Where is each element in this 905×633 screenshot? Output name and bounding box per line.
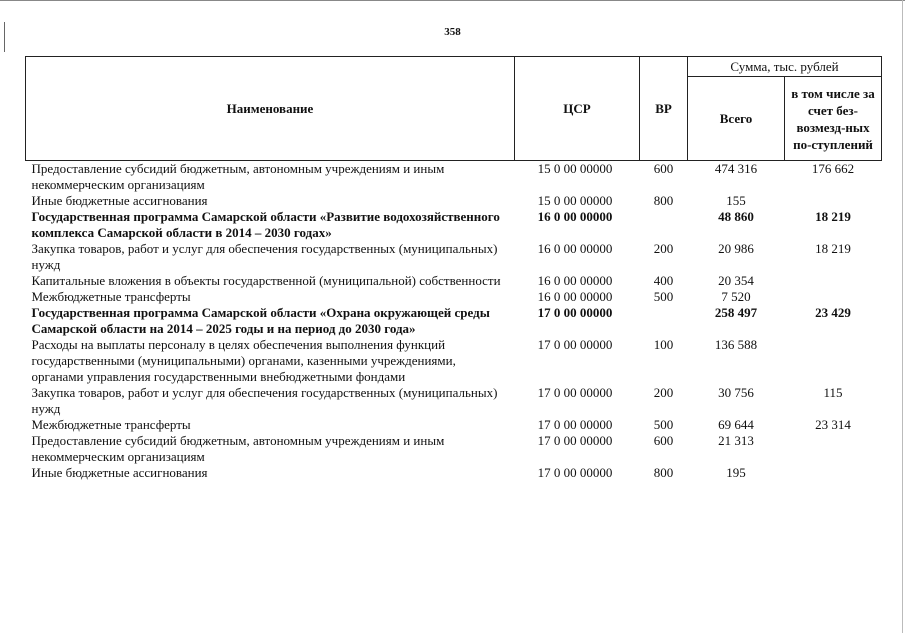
cell-vr [640,305,688,337]
cell-total: 48 860 [718,209,754,224]
cell-free [785,465,882,481]
cell-free: 23 429 [815,305,851,320]
cell-free [785,337,882,385]
table-row [26,417,882,433]
cell-csr: 17 0 00 00000 [537,417,613,432]
cell-csr: 16 0 00 00000 [537,241,613,256]
table-row [26,337,882,385]
cell-name: Межбюджетные трансферты [31,417,191,432]
table-row [26,193,882,209]
cell-name: Государственная программа Самарской области «Развитие водохозяйственного комплекса Самарской области в 2014 – 2030 годах» [31,209,500,240]
table-row [26,465,882,481]
cell-free: 18 219 [815,209,851,224]
scan-border-top [0,0,905,1]
cell-csr: 16 0 00 00000 [537,209,613,224]
table-row [26,433,882,465]
cell-vr: 600 [653,433,674,448]
cell-vr: 800 [653,193,674,208]
cell-name: Закупка товаров, работ и услуг для обеспечения государственных (муниципальных) нужд [31,241,498,272]
table-row [26,289,882,305]
table-row [26,273,882,289]
cell-total: 20 354 [718,273,754,288]
cell-total: 195 [726,465,746,480]
scan-border-right [902,0,903,633]
header-sum-group: Сумма, тыс. рублей [688,57,882,77]
cell-csr: 15 0 00 00000 [537,161,613,176]
cell-name: Межбюджетные трансферты [31,289,191,304]
cell-csr: 16 0 00 00000 [537,273,613,288]
header-total: Всего [688,77,785,161]
cell-csr: 17 0 00 00000 [537,305,613,320]
cell-csr: 17 0 00 00000 [537,433,613,448]
header-vr: ВР [640,57,688,161]
cell-free [785,289,882,305]
cell-free: 176 662 [811,161,855,176]
header-csr: ЦСР [515,57,640,161]
cell-name: Предоставление субсидий бюджетным, автономным учреждениям и иным некоммерческим организациям [31,161,445,192]
table-row [26,161,882,194]
budget-table [25,56,882,481]
cell-free: 115 [823,385,843,400]
page-number: 358 [444,26,461,38]
cell-name: Иные бюджетные ассигнования [31,465,208,480]
cell-name: Государственная программа Самарской области «Охрана окружающей среды Самарской области на 2014 – 2025 годы и на период до 2030 года» [31,305,490,336]
cell-free: 18 219 [815,241,851,256]
table-body [26,161,882,482]
table-row [26,209,882,241]
table-row [26,241,882,273]
table-row [26,385,882,417]
table-header [26,57,882,161]
cell-total: 474 316 [714,161,758,176]
cell-vr: 200 [653,241,674,256]
cell-total: 69 644 [718,417,754,432]
cell-csr: 16 0 00 00000 [537,289,613,304]
cell-total: 155 [726,193,746,208]
cell-vr: 600 [653,161,674,176]
cell-vr [640,209,688,241]
cell-free [785,273,882,289]
cell-vr: 800 [653,465,674,480]
table-row [26,305,882,337]
cell-name: Предоставление субсидий бюджетным, автономным учреждениям и иным некоммерческим организациям [31,433,445,464]
cell-name: Закупка товаров, работ и услуг для обеспечения государственных (муниципальных) нужд [31,385,498,416]
cell-csr: 15 0 00 00000 [537,193,613,208]
cell-vr: 200 [653,385,674,400]
cell-total: 21 313 [718,433,754,448]
cell-total: 7 520 [721,289,751,304]
header-name: Наименование [26,57,515,161]
cell-total: 258 497 [714,305,758,320]
cell-vr: 400 [653,273,674,288]
cell-vr: 100 [653,337,674,352]
header-free: в том числе за счет без-возмезд-ных по-ступлений [785,77,882,161]
cell-free: 23 314 [815,417,851,432]
cell-total: 30 756 [718,385,754,400]
cell-csr: 17 0 00 00000 [537,385,613,400]
cell-total: 20 986 [718,241,754,256]
cell-total: 136 588 [714,337,758,352]
cell-name: Капитальные вложения в объекты государственной (муниципальной) собственности [31,273,501,288]
cell-csr: 17 0 00 00000 [537,337,613,352]
cell-vr: 500 [653,417,674,432]
cell-vr: 500 [653,289,674,304]
cell-free [785,433,882,465]
cell-csr: 17 0 00 00000 [537,465,613,480]
cell-free [785,193,882,209]
cell-name: Расходы на выплаты персоналу в целях обеспечения выполнения функций государственными (муниципальными) органами, казенными учреждениями, органами управления государственными внебюджетными фондами [31,337,456,384]
cell-name: Иные бюджетные ассигнования [31,193,208,208]
